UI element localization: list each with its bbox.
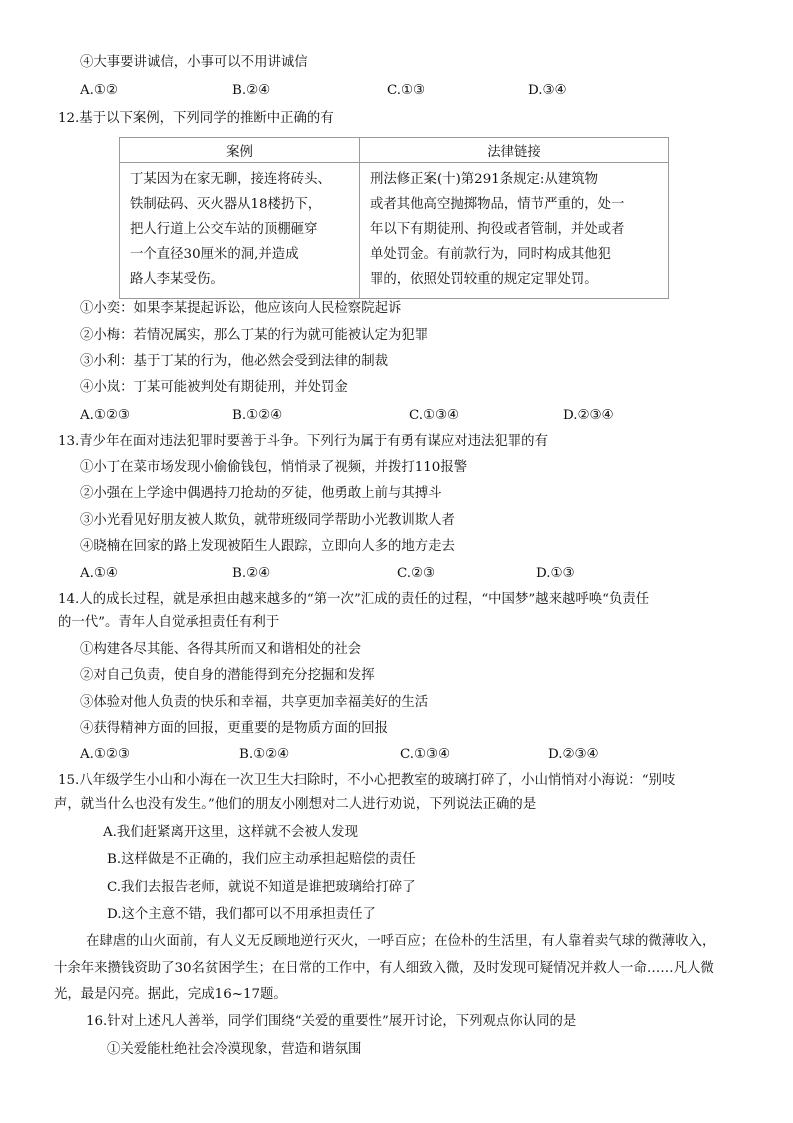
- q13-choice-a: A.①④: [80, 566, 118, 581]
- q12-choice-d: D.②③④: [563, 408, 614, 423]
- case-line: 把人行道上公交车站的顶棚砸穿: [130, 222, 318, 237]
- q13-choice-b: B.②④: [232, 566, 271, 581]
- case-line: 丁某因为在家无聊，接连将砖头、: [130, 172, 331, 187]
- q13-choices: [0, 565, 793, 583]
- passage-line-3: 光，最是闪亮。据此，完成16~17题。: [54, 987, 287, 1002]
- q15-option-a: A.我们赶紧离开这里，这样就不会被人发现: [103, 825, 358, 840]
- q11-choice-d: D.③④: [528, 83, 567, 98]
- q11-choice-b: B.②④: [232, 83, 271, 98]
- q11-choice-a: A.①②: [80, 83, 118, 98]
- q12-item-1: ①小奕：如果李某提起诉讼，他应该向人民检察院起诉: [80, 301, 402, 316]
- law-line: 罪的，依照处罚较重的规定定罪处罚。: [370, 272, 598, 287]
- passage-line-1: 在肆虐的山火面前，有人义无反顾地逆行灭火，一呼百应；在俭朴的生活里，有人靠着卖气球的微薄收入，: [86, 934, 716, 949]
- q12-stem: 12.基于以下案例，下列同学的推断中正确的有: [58, 111, 334, 126]
- table-header-law: 法律链接: [360, 138, 669, 163]
- q12-case-table: [119, 137, 669, 299]
- law-line: 或者其他高空抛掷物品，情节严重的，处一: [370, 197, 625, 212]
- q14-item-1: ①构建各尽其能、各得其所而又和谐相处的社会: [80, 642, 362, 657]
- case-line: 铁制砝码、灭火器从18楼扔下，: [130, 197, 322, 212]
- q11-choices: [0, 82, 793, 100]
- q13-item-1: ①小丁在菜市场发现小偷偷钱包，悄悄录了视频，并拨打110报警: [80, 460, 468, 475]
- q12-item-3: ③小利：基于丁某的行为，他必然会受到法律的制裁: [80, 354, 388, 369]
- q14-choice-c: C.①③④: [400, 747, 451, 762]
- q13-stem: 13.青少年在面对违法犯罪时要善于斗争。下列行为属于有勇有谋应对违法犯罪的有: [58, 434, 548, 449]
- q13-choice-d: D.①③: [536, 566, 575, 581]
- law-line: 单处罚金。有前款行为，同时构成其他犯: [370, 247, 612, 262]
- table-header-case: 案例: [120, 138, 360, 163]
- q11-item-4: ④大事要讲诚信，小事可以不用讲诚信: [80, 55, 308, 70]
- q16-stem: 16.针对上述凡人善举，同学们围绕“关爱的重要性”展开讨论，下列观点你认同的是: [86, 1014, 577, 1029]
- q14-choice-b: B.①②④: [239, 747, 290, 762]
- law-cell: [360, 163, 669, 299]
- q15-stem-line-2: 声，就当什么也没有发生。”他们的朋友小刚想对二人进行劝说，下列说法正确的是: [54, 797, 537, 812]
- q12-choices: [0, 407, 793, 425]
- q14-choice-d: D.②③④: [548, 747, 599, 762]
- q14-item-4: ④获得精神方面的回报，更重要的是物质方面的回报: [80, 721, 388, 736]
- q12-item-4: ④小岚：丁某可能被判处有期徒刑，并处罚金: [80, 380, 348, 395]
- q15-option-c: C.我们去报告老师，就说不知道是谁把玻璃给打碎了: [107, 880, 416, 895]
- q14-item-2: ②对自己负责，使自身的潜能得到充分挖掘和发挥: [80, 668, 375, 683]
- q12-choice-c: C.①③④: [409, 408, 460, 423]
- passage-line-2: 十余年来攒钱资助了30名贫困学生；在日常的工作中，有人细致入微，及时发现可疑情况并救人一命……凡人微: [54, 961, 714, 976]
- q13-item-2: ②小强在上学途中偶遇持刀抢劫的歹徒，他勇敢上前与其搏斗: [80, 486, 442, 501]
- q16-item-1: ①关爱能杜绝社会冷漠现象，营造和谐氛围: [107, 1042, 362, 1057]
- q11-choice-c: C.①③: [387, 83, 426, 98]
- q15-option-d: D.这个主意不错，我们都可以不用承担责任了: [107, 907, 376, 922]
- case-line: 路人李某受伤。: [130, 272, 224, 287]
- q15-stem-line-1: 15.八年级学生小山和小海在一次卫生大扫除时，不小心把教室的玻璃打碎了，小山悄悄对小海说：“别吱: [58, 773, 676, 788]
- law-line: 年以下有期徒刑、拘役或者管制，并处或者: [370, 222, 625, 237]
- q14-choices: [0, 746, 793, 764]
- case-cell: [120, 163, 360, 299]
- q13-choice-c: C.②③: [397, 566, 436, 581]
- case-line: 一个直径30厘米的洞,并造成: [130, 247, 299, 262]
- q12-choice-a: A.①②③: [80, 408, 130, 423]
- q14-stem-line-2: 的一代”。青年人自觉承担责任有利于: [58, 615, 280, 630]
- q14-choice-a: A.①②③: [80, 747, 130, 762]
- q12-item-2: ②小梅：若情况属实，那么丁某的行为就可能被认定为犯罪: [80, 328, 429, 343]
- law-line: 刑法修正案(十)第291条规定:从建筑物: [370, 172, 598, 187]
- q14-stem-line-1: 14.人的成长过程，就是承担由越来越多的“第一次”汇成的责任的过程，“中国梦”越来越呼唤“负责任: [58, 592, 650, 607]
- q13-item-3: ③小光看见好朋友被人欺负，就带班级同学帮助小光教训欺人者: [80, 513, 455, 528]
- q13-item-4: ④晓楠在回家的路上发现被陌生人跟踪，立即向人多的地方走去: [80, 539, 455, 554]
- q14-item-3: ③体验对他人负责的快乐和幸福，共享更加幸福美好的生活: [80, 695, 429, 710]
- q15-option-b: B.这样做是不正确的，我们应主动承担起赔偿的责任: [107, 852, 416, 867]
- q12-choice-b: B.①②④: [232, 408, 283, 423]
